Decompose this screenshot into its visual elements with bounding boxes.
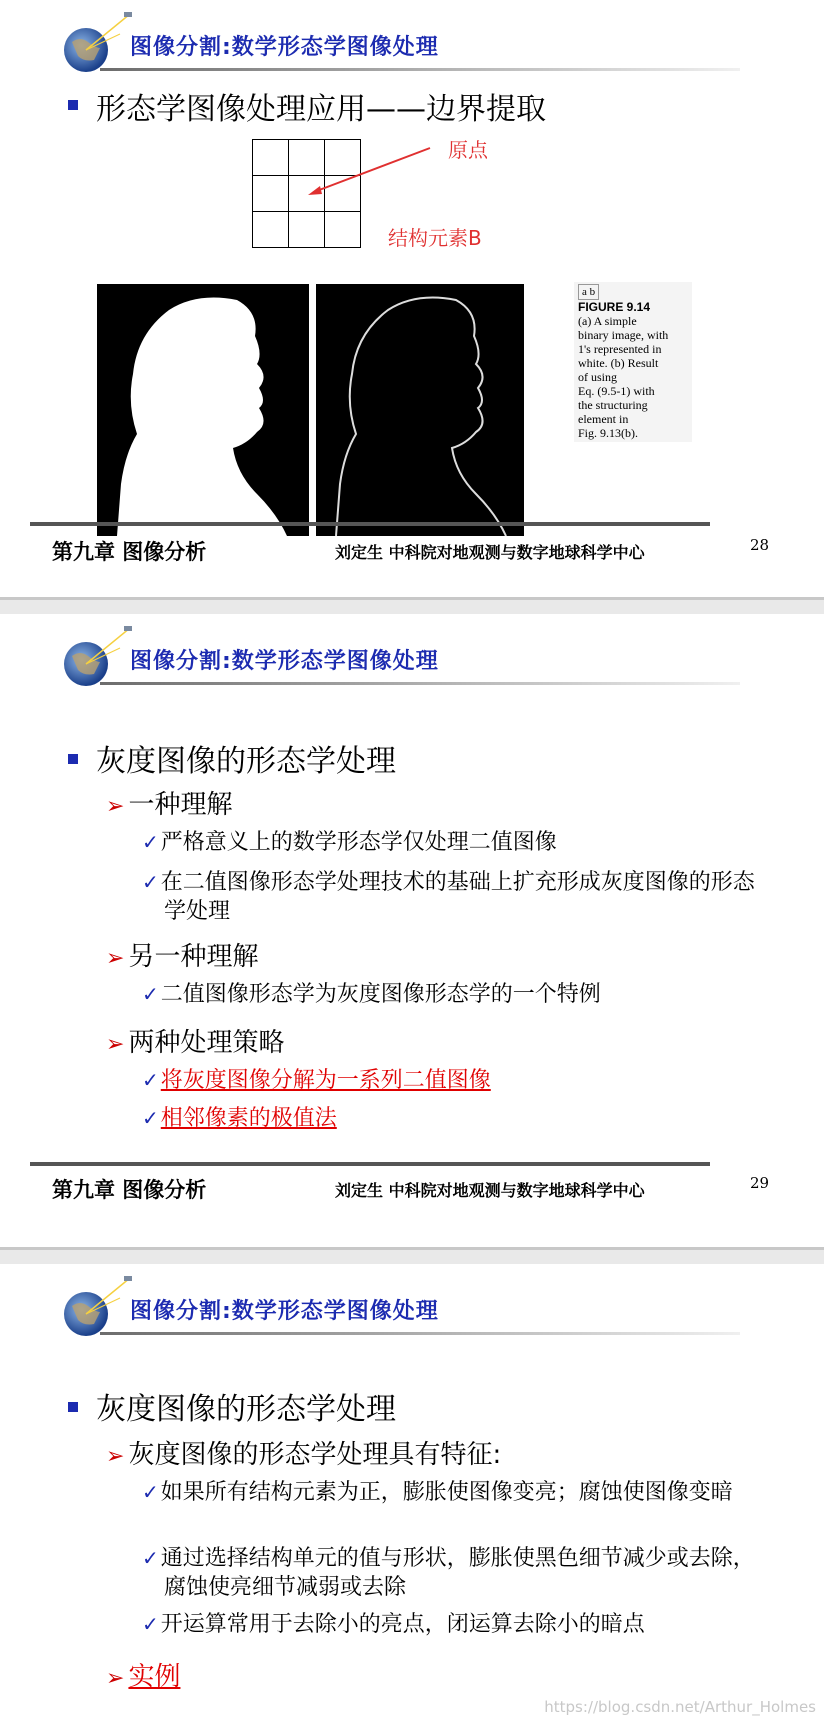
bullet-square-icon xyxy=(68,100,78,110)
slide-29 xyxy=(0,614,824,1204)
origin-label: 原点 xyxy=(448,138,488,162)
caption-line: Eq. (9.5-1) with xyxy=(578,384,655,398)
caption-line: the structuring xyxy=(578,398,648,412)
slide-header: 图像分割:数学形态学图像处理 xyxy=(130,1299,439,1324)
slide-header: 图像分割:数学形态学图像处理 xyxy=(130,649,439,674)
earth-logo-icon xyxy=(60,1276,134,1338)
check-icon: ✓ xyxy=(142,1106,159,1130)
slide-28 xyxy=(0,0,824,590)
check-icon: ✓ xyxy=(142,1546,159,1570)
list-subitem: ✓相邻像素的极值法 xyxy=(142,1106,337,1131)
earth-logo-icon xyxy=(60,12,134,74)
check-icon: ✓ xyxy=(142,1068,159,1092)
earth-logo-icon xyxy=(60,626,134,688)
figure-ab-label: a b xyxy=(578,284,599,300)
list-subitem: ✓开运算常用于去除小的亮点，闭运算去除小的暗点 xyxy=(142,1612,645,1637)
arrow-bullet-icon: ➢ xyxy=(106,794,125,819)
list-item: ➢ 另一种理解 xyxy=(106,942,259,972)
slide-title: 形态学图像处理应用——边界提取 xyxy=(96,92,546,127)
slide-title: 灰度图像的形态学处理 xyxy=(96,744,396,779)
arrow-bullet-icon: ➢ xyxy=(106,946,125,971)
binary-silhouette-image xyxy=(97,284,309,536)
list-subitem: ✓如果所有结构元素为正，膨胀使图像变亮；腐蚀使图像变暗 xyxy=(142,1480,733,1505)
footer-chapter: 第九章 图像分析 xyxy=(52,540,207,564)
check-icon: ✓ xyxy=(142,1612,159,1636)
caption-line: of using xyxy=(578,370,617,384)
footer-chapter: 第九章 图像分析 xyxy=(52,1178,207,1202)
header-divider xyxy=(100,68,740,71)
slide-title: 灰度图像的形态学处理 xyxy=(96,1392,396,1427)
origin-arrow-icon xyxy=(300,140,440,200)
arrow-bullet-icon: ➢ xyxy=(106,1444,125,1469)
slide-header: 图像分割:数学形态学图像处理 xyxy=(130,35,439,60)
page-number: 29 xyxy=(750,1174,770,1192)
caption-line: element in xyxy=(578,412,629,426)
list-subitem: ✓通过选择结构单元的值与形状，膨胀使黑色细节减少或去除，腐蚀使亮细节减弱或去除 xyxy=(142,1546,755,1600)
bullet-square-icon xyxy=(68,1402,78,1412)
list-item: ➢ 一种理解 xyxy=(106,790,233,820)
struct-element-label: 结构元素B xyxy=(388,226,482,250)
footer-author: 刘定生 中科院对地观测与数字地球科学中心 xyxy=(335,543,645,562)
arrow-bullet-icon: ➢ xyxy=(106,1032,125,1057)
list-subitem: ✓在二值图像形态学处理技术的基础上扩充形成灰度图像的形态学处理 xyxy=(142,870,755,924)
watermark: https://blog.csdn.net/Arthur_Holmes xyxy=(544,1698,816,1716)
list-item: ➢ 实例 xyxy=(106,1662,181,1692)
footer-divider xyxy=(30,522,710,526)
check-icon: ✓ xyxy=(142,870,159,894)
list-subitem: ✓将灰度图像分解为一系列二值图像 xyxy=(142,1068,491,1093)
caption-line: binary image, with xyxy=(578,328,669,342)
slide-30 xyxy=(0,1264,824,1722)
list-item: ➢ 两种处理策略 xyxy=(106,1028,285,1058)
arrow-bullet-icon: ➢ xyxy=(106,1666,125,1691)
boundary-result-image xyxy=(316,284,524,536)
caption-line: 1's represented in xyxy=(578,342,662,356)
list-subitem: ✓二值图像形态学为灰度图像形态学的一个特例 xyxy=(142,982,601,1007)
caption-line: (a) A simple xyxy=(578,314,637,328)
caption-line: Fig. 9.13(b). xyxy=(578,426,638,440)
check-icon: ✓ xyxy=(142,982,159,1006)
page-number: 28 xyxy=(750,536,770,554)
list-item: ➢ 灰度图像的形态学处理具有特征: xyxy=(106,1440,502,1470)
header-divider xyxy=(100,682,740,685)
check-icon: ✓ xyxy=(142,1480,159,1504)
footer-divider xyxy=(30,1162,710,1166)
slide-separator xyxy=(0,597,824,615)
list-subitem: ✓严格意义上的数学形态学仅处理二值图像 xyxy=(142,830,557,855)
slide-separator xyxy=(0,1247,824,1265)
caption-line: white. (b) Result xyxy=(578,356,659,370)
check-icon: ✓ xyxy=(142,830,159,854)
figure-caption xyxy=(574,282,692,442)
header-divider xyxy=(100,1332,740,1335)
bullet-square-icon xyxy=(68,754,78,764)
figure-name: FIGURE 9.14 xyxy=(578,300,651,314)
footer-author: 刘定生 中科院对地观测与数字地球科学中心 xyxy=(335,1181,645,1200)
